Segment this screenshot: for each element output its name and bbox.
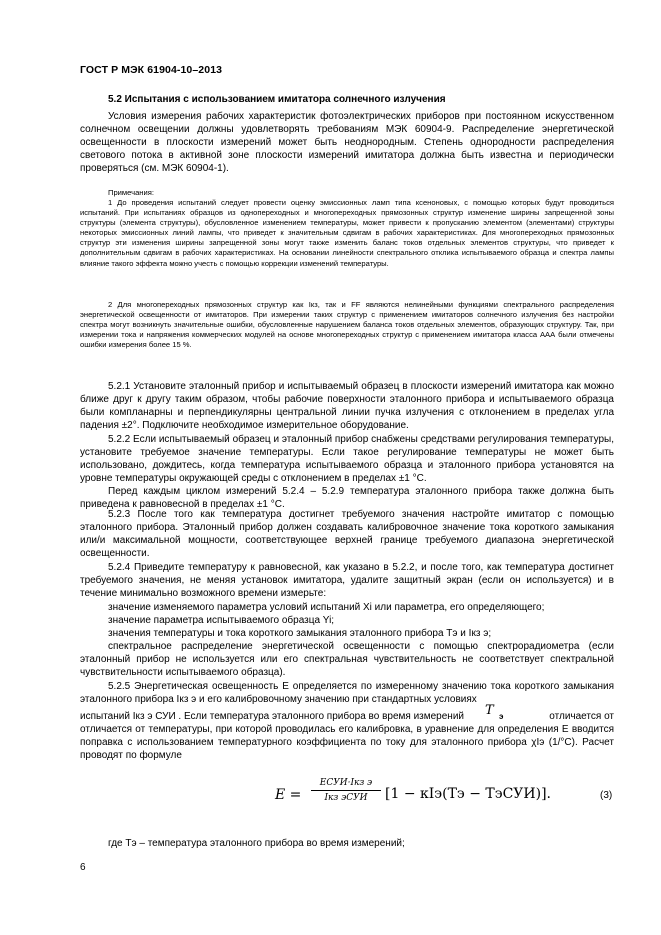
note-2: 2 Для многопереходных прямозонных структур как Iкз, так и FF являются нелинейными функциями спектрального распределения энергетической освещенности от имитаторов. При измерении таких структур с применением имитаторов солнечного излучения без настройки спектра могут возникнуть значительные ошибки, обусловленные нарушением баланса токов отдельных элементов, образующих структуру. Так, при измерении тока и напряжения коммерческих модулей на основе многопереходных структур с применением имитатора класса ААА были отмечены ошибки измерения более 15 %. [80,300,614,350]
paragraph-5-2-4: 5.2.4 Приведите температуру к равновесной, как указано в 5.2.2, и после того, как температура достигнет требуемого значения, не меняя установок имитатора, удалите защитный экран (если он используется) и в течение минимально возможного времени измерьте: [80,562,614,600]
paragraph-5-2-1: 5.2.1 Установите эталонный прибор и испытываемый образец в плоскости измерений имитатора как можно ближе друг к другу таким образом, чтобы рабочие поверхности эталонного прибора и испытываемого образца были компланарны и перпендикулярны центральной линии пучка излучения с отклонением в пределах угла падения ±2°. Подключите необходимое измерительное оборудование. [80,381,614,432]
paragraph-5-2-2: 5.2.2 Если испытываемый образец и эталонный прибор снабжены средствами регулирования температуры, установите требуемое значение температуры. Если такое регулирование температуры не может быть использовано, дождитесь, когда температура испытываемого образца и эталонного прибора установятся на уровне температуры окружающей среды с отклонением в пределах ±1 °С. [80,434,614,485]
page-number: 6 [80,862,86,873]
paragraph-5-2-5-tail: отличается от [549,711,614,722]
measure-item-4: спектральное распределение энергетической освещенности с помощью спектрорадиометра (если эталонный прибор не используется или его спектральная чувствительность не соответствует спектральной чувствительности испытываемого образца). [80,641,614,679]
where-clause: где Tэ – температура эталонного прибора во время измерений; [108,838,405,849]
paragraph-5-2-5-line: испытаний Iкз э СУИ . Если температура эталонного прибора во время измерений [80,711,465,722]
formula-fraction [311,778,381,803]
measure-item-3: значения температуры и тока короткого замыкания эталонного прибора Tэ и Iкз э; [108,628,492,639]
notes-label: Примечания: [108,188,154,197]
formula-denominator: Iкз эСУИ [324,793,368,803]
inline-temperature-symbol: T [485,703,494,718]
note-1: 1 До проведения испытаний следует провести оценку эмиссионных ламп типа ксеноновых, с помощью которых будут проводиться испытаний. При испытаниях образцов из однопереходных и многопереходных прямозонных структур изменение ширины запрещенной зоны структуры (элемента структуры), обусловленное изменением температуры, может привести к пропусканию элементом (элементами) структуры некоторых эмиссионных линий лампы, что приведет к значительным сдвигам в рабочих характеристиках. Для многопереходных прямозонных структур эти изменения ширины запрещенной зоны могут также изменить баланс токов отдельных элементов структуры, что приведет к дополнительным сдвигам в рабочих характеристиках. На основании линейности спектрального отклика испытываемого образца и спектра лампы влияние такого эффекта можно учесть с помощью коррекции изменений температуры. [80,198,614,268]
measure-item-1: значение изменяемого параметра условий испытаний Xi или параметра, его определяющего; [108,602,545,613]
equation-number: (3) [600,790,613,801]
paragraph-5-2-2-cont: Перед каждым циклом измерений 5.2.4 – 5.2.9 температура эталонного прибора также должна быть приведена к равновесной в пределах ±1 °С. [80,486,614,511]
intro-paragraph: Условия измерения рабочих характеристик фотоэлектрических приборов при постоянном искусственном солнечном освещении должны удовлетворять требованиям МЭК 60904-9. Распределение энергетической освещенности в плоскости измерений может быть неоднородным. Степень однородности распределения светового потока в активной зоне плоскости измерений имитатора должна быть известна и периодически проверяться (см. МЭК 60904-1). [80,111,614,175]
paragraph-5-2-5: 5.2.5 Энергетическая освещенность E определяется по измеренному значению тока короткого замыкания эталонного прибора Iкз э и его калибровочному значению при стандартных условиях [80,681,614,706]
formula-3 [275,778,551,818]
section-title: 5.2 Испытания с использованием имитатора солнечного излучения [108,94,446,105]
formula-numerator: EСУИ·Iкз э [311,778,381,791]
formula-rest: [1 − κIэ(Tэ − TэСУИ)]. [385,786,551,802]
inline-temperature-subscript: э [499,712,504,721]
measure-item-2: значение параметра испытываемого образца Yi; [108,615,335,626]
paragraph-5-2-5-cont: отличается от температуры, при которой проводилась его калибровка, в уравнение для определения E вводится поправка с использованием температурного коэффициента по току для эталонного прибора χIэ (1/°С). Расчет проводят по формуле [80,724,614,762]
formula-lhs: E = [275,787,302,803]
paragraph-5-2-3: 5.2.3 После того как температура достигнет требуемого значения настройте имитатор с помощью эталонного прибора. Эталонный прибор должен создавать калибровочное значение тока короткого замыкания или/и максимальной мощности, соответствующее верхней границе требуемого диапазона энергетической освещенности. [80,509,614,560]
standard-header: ГОСТ Р МЭК 61904-10–2013 [80,64,223,76]
